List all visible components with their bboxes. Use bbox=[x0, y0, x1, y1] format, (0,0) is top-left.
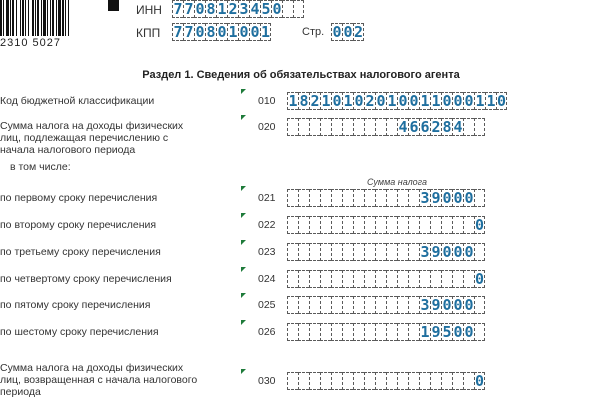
digit-cell bbox=[474, 323, 485, 341]
digit-cell bbox=[408, 189, 419, 207]
digit-cell bbox=[342, 189, 353, 207]
field-marker-icon bbox=[241, 186, 246, 191]
digit-cell: 0 bbox=[332, 92, 342, 110]
digit-cell: 1 bbox=[387, 92, 397, 110]
digit-cell bbox=[320, 118, 331, 136]
digit-cell bbox=[463, 118, 474, 136]
digit-cell bbox=[386, 372, 397, 390]
digit-cell: 0 bbox=[475, 216, 485, 234]
digit-cell bbox=[408, 270, 419, 288]
digit-cell bbox=[386, 296, 397, 314]
digit-cell bbox=[364, 189, 375, 207]
digit-cell: 0 bbox=[332, 23, 342, 41]
corner-marker bbox=[108, 0, 119, 11]
digit-cell bbox=[441, 216, 452, 234]
digit-cell bbox=[309, 372, 320, 390]
digit-cell: 8 bbox=[299, 92, 309, 110]
row-code-020: 020 bbox=[258, 121, 276, 133]
page-number-field[interactable] bbox=[331, 23, 364, 41]
digit-cell bbox=[320, 270, 331, 288]
digit-cell bbox=[408, 323, 419, 341]
digit-cell: 9 bbox=[431, 296, 441, 314]
digit-cell: 0 bbox=[195, 0, 205, 18]
tax-amount-caption: Сумма налога bbox=[367, 177, 428, 187]
digit-cell bbox=[375, 189, 386, 207]
row-label-021: по первому сроку перечисления bbox=[0, 192, 158, 204]
digit-cell: 9 bbox=[431, 189, 441, 207]
digit-cell bbox=[298, 243, 309, 261]
digit-cell bbox=[320, 372, 331, 390]
digit-cell: 8 bbox=[442, 118, 452, 136]
digit-cell bbox=[298, 189, 309, 207]
digit-cell bbox=[430, 372, 441, 390]
digit-cell: 0 bbox=[453, 189, 463, 207]
digit-cell bbox=[397, 189, 408, 207]
digit-cell bbox=[309, 216, 320, 234]
row-code-023: 023 bbox=[258, 246, 276, 258]
digit-cell: 2 bbox=[354, 23, 364, 41]
digit-cell bbox=[287, 270, 298, 288]
digit-cell: 1 bbox=[431, 92, 441, 110]
digit-cell bbox=[375, 372, 386, 390]
row-label-024: по четвертому сроку перечисления bbox=[0, 273, 172, 285]
digit-cell bbox=[287, 189, 298, 207]
digit-cell bbox=[474, 243, 485, 261]
digit-cell: 0 bbox=[475, 270, 485, 288]
digit-cell: 0 bbox=[409, 92, 419, 110]
row-code-030: 030 bbox=[258, 375, 276, 387]
field-marker-icon bbox=[241, 240, 246, 245]
digit-cell bbox=[298, 372, 309, 390]
digit-cell bbox=[353, 216, 364, 234]
row-code-025: 025 bbox=[258, 299, 276, 311]
digit-cell bbox=[298, 270, 309, 288]
digit-cell bbox=[320, 216, 331, 234]
digit-cell bbox=[298, 216, 309, 234]
digit-cell bbox=[320, 296, 331, 314]
digit-cell: 6 bbox=[409, 118, 419, 136]
field-010[interactable] bbox=[287, 92, 507, 110]
digit-cell bbox=[293, 0, 304, 18]
digit-cell: 2 bbox=[228, 0, 238, 18]
digit-cell bbox=[320, 243, 331, 261]
digit-cell bbox=[386, 189, 397, 207]
digit-cell bbox=[441, 372, 452, 390]
digit-cell bbox=[452, 216, 463, 234]
digit-cell bbox=[397, 270, 408, 288]
digit-cell: 1 bbox=[217, 0, 227, 18]
digit-cell bbox=[320, 323, 331, 341]
digit-cell: 1 bbox=[343, 92, 353, 110]
digit-cell bbox=[375, 118, 386, 136]
field-024[interactable] bbox=[287, 270, 485, 288]
digit-cell bbox=[375, 296, 386, 314]
digit-cell: 0 bbox=[442, 296, 452, 314]
digit-cell: 1 bbox=[261, 23, 271, 41]
digit-cell bbox=[342, 118, 353, 136]
digit-cell bbox=[430, 270, 441, 288]
digit-cell: 8 bbox=[206, 0, 216, 18]
field-022[interactable] bbox=[287, 216, 485, 234]
kpp-field[interactable] bbox=[172, 23, 271, 41]
digit-cell bbox=[342, 216, 353, 234]
digit-cell bbox=[353, 296, 364, 314]
digit-cell bbox=[353, 243, 364, 261]
digit-cell: 0 bbox=[376, 92, 386, 110]
field-030[interactable] bbox=[287, 372, 485, 390]
digit-cell bbox=[408, 296, 419, 314]
digit-cell: 0 bbox=[497, 92, 507, 110]
digit-cell bbox=[463, 216, 474, 234]
row-code-010: 010 bbox=[258, 95, 276, 107]
field-marker-icon bbox=[241, 293, 246, 298]
digit-cell bbox=[287, 323, 298, 341]
digit-cell: 7 bbox=[184, 23, 194, 41]
digit-cell bbox=[408, 243, 419, 261]
digit-cell bbox=[320, 189, 331, 207]
digit-cell bbox=[287, 118, 298, 136]
digit-cell: 3 bbox=[239, 0, 249, 18]
digit-cell bbox=[331, 372, 342, 390]
row-code-026: 026 bbox=[258, 326, 276, 338]
digit-cell bbox=[342, 372, 353, 390]
digit-cell bbox=[397, 323, 408, 341]
digit-cell: 2 bbox=[365, 92, 375, 110]
digit-cell: 8 bbox=[206, 23, 216, 41]
digit-cell: 9 bbox=[431, 243, 441, 261]
digit-cell: 0 bbox=[464, 92, 474, 110]
digit-cell: 1 bbox=[321, 92, 331, 110]
digit-cell bbox=[309, 270, 320, 288]
digit-cell: 0 bbox=[464, 296, 474, 314]
digit-cell bbox=[386, 216, 397, 234]
row-label-020: Сумма налога на доходы физических лиц, подлежащая перечислению с начала налогового периода bbox=[0, 120, 184, 156]
digit-cell: 2 bbox=[310, 92, 320, 110]
digit-cell: 1 bbox=[228, 23, 238, 41]
digit-cell: 0 bbox=[453, 92, 463, 110]
digit-cell: 5 bbox=[261, 0, 271, 18]
barcode bbox=[0, 0, 100, 36]
inn-field[interactable] bbox=[172, 0, 304, 18]
field-026[interactable] bbox=[287, 323, 485, 341]
digit-cell bbox=[331, 189, 342, 207]
field-023[interactable] bbox=[287, 243, 485, 261]
digit-cell bbox=[386, 270, 397, 288]
barcode-number: 2310 5027 bbox=[0, 37, 61, 49]
digit-cell: 0 bbox=[464, 323, 474, 341]
digit-cell bbox=[298, 296, 309, 314]
row-label-023: по третьему сроку перечисления bbox=[0, 246, 161, 258]
digit-cell bbox=[287, 216, 298, 234]
digit-cell bbox=[309, 118, 320, 136]
field-025[interactable] bbox=[287, 296, 485, 314]
digit-cell bbox=[342, 270, 353, 288]
digit-cell: 0 bbox=[354, 92, 364, 110]
row-label-022: по второму сроку перечисления bbox=[0, 219, 157, 231]
digit-cell: 1 bbox=[475, 92, 485, 110]
digit-cell: 0 bbox=[442, 243, 452, 261]
digit-cell: 0 bbox=[272, 0, 282, 18]
digit-cell bbox=[353, 323, 364, 341]
digit-cell bbox=[331, 296, 342, 314]
digit-cell: 3 bbox=[420, 189, 430, 207]
digit-cell: 4 bbox=[250, 0, 260, 18]
digit-cell bbox=[364, 118, 375, 136]
digit-cell bbox=[364, 323, 375, 341]
barcode-bar bbox=[69, 0, 70, 36]
digit-cell bbox=[474, 118, 485, 136]
digit-cell bbox=[353, 189, 364, 207]
digit-cell bbox=[353, 118, 364, 136]
digit-cell: 7 bbox=[173, 0, 183, 18]
digit-cell bbox=[474, 189, 485, 207]
page-label: Стр. bbox=[302, 26, 325, 38]
field-marker-icon bbox=[241, 267, 246, 272]
row-label-025: по пятому сроку перечисления bbox=[0, 299, 151, 311]
digit-cell: 0 bbox=[398, 92, 408, 110]
digit-cell: 4 bbox=[453, 118, 463, 136]
digit-cell bbox=[331, 118, 342, 136]
digit-cell bbox=[309, 243, 320, 261]
digit-cell: 0 bbox=[239, 23, 249, 41]
digit-cell bbox=[408, 216, 419, 234]
digit-cell: 1 bbox=[420, 323, 430, 341]
field-marker-icon bbox=[241, 369, 246, 374]
digit-cell bbox=[386, 243, 397, 261]
digit-cell bbox=[375, 270, 386, 288]
digit-cell bbox=[419, 372, 430, 390]
row-code-021: 021 bbox=[258, 192, 276, 204]
digit-cell bbox=[364, 372, 375, 390]
digit-cell bbox=[331, 243, 342, 261]
digit-cell bbox=[474, 296, 485, 314]
digit-cell bbox=[342, 323, 353, 341]
field-020[interactable] bbox=[287, 118, 485, 136]
digit-cell bbox=[397, 372, 408, 390]
row-code-022: 022 bbox=[258, 219, 276, 231]
digit-cell: 0 bbox=[442, 92, 452, 110]
digit-cell: 4 bbox=[398, 118, 408, 136]
digit-cell bbox=[375, 323, 386, 341]
digit-cell bbox=[309, 189, 320, 207]
digit-cell bbox=[364, 270, 375, 288]
digit-cell: 0 bbox=[442, 189, 452, 207]
digit-cell bbox=[287, 296, 298, 314]
digit-cell: 7 bbox=[184, 0, 194, 18]
inn-label: ИНН bbox=[136, 3, 162, 17]
digit-cell bbox=[364, 296, 375, 314]
digit-cell: 0 bbox=[475, 372, 485, 390]
digit-cell: 0 bbox=[453, 323, 463, 341]
digit-cell bbox=[331, 216, 342, 234]
digit-cell bbox=[331, 323, 342, 341]
digit-cell: 1 bbox=[288, 92, 298, 110]
field-marker-icon bbox=[241, 213, 246, 218]
digit-cell bbox=[419, 270, 430, 288]
digit-cell bbox=[397, 296, 408, 314]
digit-cell bbox=[419, 216, 430, 234]
digit-cell: 6 bbox=[420, 118, 430, 136]
digit-cell bbox=[331, 270, 342, 288]
digit-cell bbox=[342, 243, 353, 261]
digit-cell bbox=[298, 323, 309, 341]
digit-cell bbox=[364, 243, 375, 261]
digit-cell bbox=[452, 372, 463, 390]
section-title: Раздел 1. Сведения об обязательствах налогового агента bbox=[142, 69, 460, 81]
digit-cell: 0 bbox=[195, 23, 205, 41]
field-marker-icon bbox=[241, 320, 246, 325]
digit-cell bbox=[309, 296, 320, 314]
digit-cell bbox=[353, 270, 364, 288]
field-021[interactable] bbox=[287, 189, 485, 207]
digit-cell: 3 bbox=[420, 296, 430, 314]
row-code-024: 024 bbox=[258, 273, 276, 285]
kpp-label: КПП bbox=[136, 26, 161, 40]
digit-cell bbox=[353, 372, 364, 390]
digit-cell: 3 bbox=[420, 243, 430, 261]
digit-cell: 0 bbox=[217, 23, 227, 41]
digit-cell: 0 bbox=[464, 243, 474, 261]
digit-cell bbox=[375, 216, 386, 234]
digit-cell bbox=[452, 270, 463, 288]
digit-cell: 2 bbox=[431, 118, 441, 136]
digit-cell bbox=[441, 270, 452, 288]
digit-cell bbox=[375, 243, 386, 261]
digit-cell bbox=[386, 323, 397, 341]
digit-cell: 7 bbox=[173, 23, 183, 41]
digit-cell bbox=[463, 372, 474, 390]
digit-cell: 0 bbox=[250, 23, 260, 41]
digit-cell bbox=[364, 216, 375, 234]
digit-cell bbox=[397, 216, 408, 234]
digit-cell bbox=[309, 323, 320, 341]
digit-cell: 1 bbox=[420, 92, 430, 110]
digit-cell bbox=[430, 216, 441, 234]
digit-cell: 5 bbox=[442, 323, 452, 341]
row-label-030: Сумма налога на доходы физических лиц, возвращенная с начала налогового периода bbox=[0, 362, 198, 398]
digit-cell: 0 bbox=[453, 243, 463, 261]
field-marker-icon bbox=[241, 89, 246, 94]
digit-cell: 0 bbox=[343, 23, 353, 41]
digit-cell bbox=[342, 296, 353, 314]
digit-cell bbox=[287, 372, 298, 390]
row-label-010: Код бюджетной классификации bbox=[0, 95, 155, 107]
digit-cell: 0 bbox=[453, 296, 463, 314]
row-label-026: по шестому сроку перечисления bbox=[0, 326, 159, 338]
field-marker-icon bbox=[241, 115, 246, 120]
in-total-label: в том числе: bbox=[10, 161, 71, 173]
digit-cell bbox=[287, 243, 298, 261]
digit-cell bbox=[463, 270, 474, 288]
digit-cell: 0 bbox=[464, 189, 474, 207]
digit-cell: 9 bbox=[431, 323, 441, 341]
digit-cell bbox=[282, 0, 293, 18]
digit-cell bbox=[298, 118, 309, 136]
digit-cell bbox=[408, 372, 419, 390]
digit-cell bbox=[386, 118, 397, 136]
digit-cell bbox=[397, 243, 408, 261]
digit-cell: 1 bbox=[486, 92, 496, 110]
